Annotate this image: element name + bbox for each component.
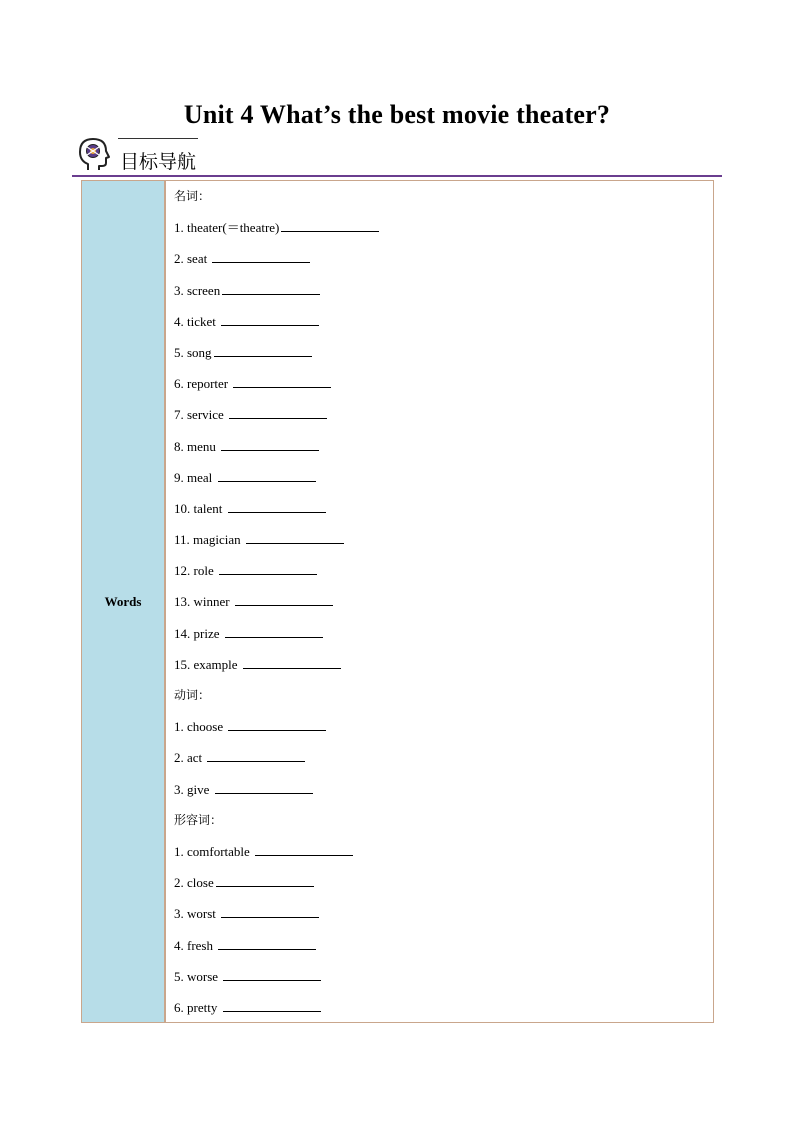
answer-blank[interactable] — [228, 718, 326, 731]
words-label: Words — [104, 593, 142, 609]
noun-category-label: 名词： — [174, 189, 211, 203]
answer-blank[interactable] — [246, 531, 344, 544]
noun-word: 3. screen — [174, 282, 221, 298]
noun-word: 9. meal — [174, 469, 213, 485]
verb-item — [174, 781, 713, 812]
noun-word: 1. theater(＝theatre) — [174, 220, 280, 236]
header-top-rule — [118, 138, 198, 139]
verb-item — [174, 718, 713, 749]
verb-word: 2. act — [174, 750, 203, 766]
vocabulary-table — [81, 180, 714, 1023]
noun-item — [174, 375, 713, 406]
noun-word: 4. ticket — [174, 313, 216, 329]
adjective-word: 6. pretty — [174, 999, 218, 1015]
verb-item — [174, 749, 713, 780]
adjective-item — [174, 843, 713, 874]
noun-word: 10. talent — [174, 500, 223, 516]
adjective-category-label: 形容词： — [174, 812, 223, 827]
verb-word: 3. give — [174, 781, 210, 797]
answer-blank[interactable] — [218, 469, 316, 482]
noun-word: 6. reporter — [174, 376, 229, 392]
noun-word: 14. prize — [174, 625, 220, 641]
noun-item — [174, 406, 713, 437]
answer-blank[interactable] — [218, 937, 316, 950]
noun-word: 12. role — [174, 563, 214, 579]
answer-blank[interactable] — [235, 593, 333, 606]
noun-item — [174, 438, 713, 469]
section-label: 目标导航 — [120, 151, 197, 173]
adjective-word: 2. close — [174, 875, 214, 891]
noun-item — [174, 531, 713, 562]
answer-blank[interactable] — [229, 406, 327, 419]
answer-blank[interactable] — [214, 344, 312, 357]
noun-word: 7. service — [174, 407, 224, 423]
adjective-item — [174, 874, 713, 905]
answer-blank[interactable] — [233, 375, 331, 388]
adjective-item — [174, 905, 713, 936]
answer-blank[interactable] — [243, 656, 341, 669]
answer-blank[interactable] — [223, 999, 321, 1012]
noun-word: 2. seat — [174, 251, 208, 267]
page-title: Unit 4 What’s the best movie theater? — [183, 100, 611, 129]
header-rule — [72, 175, 722, 177]
noun-word: 13. winner — [174, 594, 230, 610]
answer-blank[interactable] — [207, 749, 305, 762]
noun-word: 8. menu — [174, 438, 216, 454]
noun-item — [174, 562, 713, 593]
answer-blank[interactable] — [219, 562, 317, 575]
noun-item — [174, 656, 713, 687]
answer-blank[interactable] — [281, 219, 379, 232]
noun-item — [174, 593, 713, 624]
noun-item — [174, 500, 713, 531]
verb-word: 1. choose — [174, 719, 224, 735]
answer-blank[interactable] — [228, 500, 326, 513]
noun-item — [174, 313, 713, 344]
adjective-item — [174, 999, 713, 1030]
noun-word: 5. song — [174, 344, 212, 360]
category-column — [82, 181, 166, 1022]
noun-item — [174, 282, 713, 313]
adjective-item — [174, 968, 713, 999]
answer-blank[interactable] — [215, 781, 313, 794]
noun-item — [174, 625, 713, 656]
word-list — [166, 181, 713, 1022]
verb-category-label: 动词： — [174, 688, 211, 702]
answer-blank[interactable] — [255, 843, 353, 856]
answer-blank[interactable] — [222, 282, 320, 295]
noun-item — [174, 219, 713, 250]
answer-blank[interactable] — [225, 625, 323, 638]
answer-blank[interactable] — [216, 874, 314, 887]
answer-blank[interactable] — [221, 438, 319, 451]
answer-blank[interactable] — [212, 250, 310, 263]
adjective-word: 5. worse — [174, 968, 219, 984]
adjective-word: 3. worst — [174, 906, 216, 922]
answer-blank[interactable] — [221, 313, 319, 326]
answer-blank[interactable] — [221, 905, 319, 918]
noun-item — [174, 250, 713, 281]
head-brain-icon — [74, 134, 114, 174]
noun-item — [174, 344, 713, 375]
noun-word: 11. magician — [174, 532, 241, 548]
adjective-item — [174, 937, 713, 968]
noun-word: 15. example — [174, 656, 238, 672]
adjective-word: 1. comfortable — [174, 843, 250, 859]
noun-item — [174, 469, 713, 500]
answer-blank[interactable] — [223, 968, 321, 981]
adjective-word: 4. fresh — [174, 937, 213, 953]
